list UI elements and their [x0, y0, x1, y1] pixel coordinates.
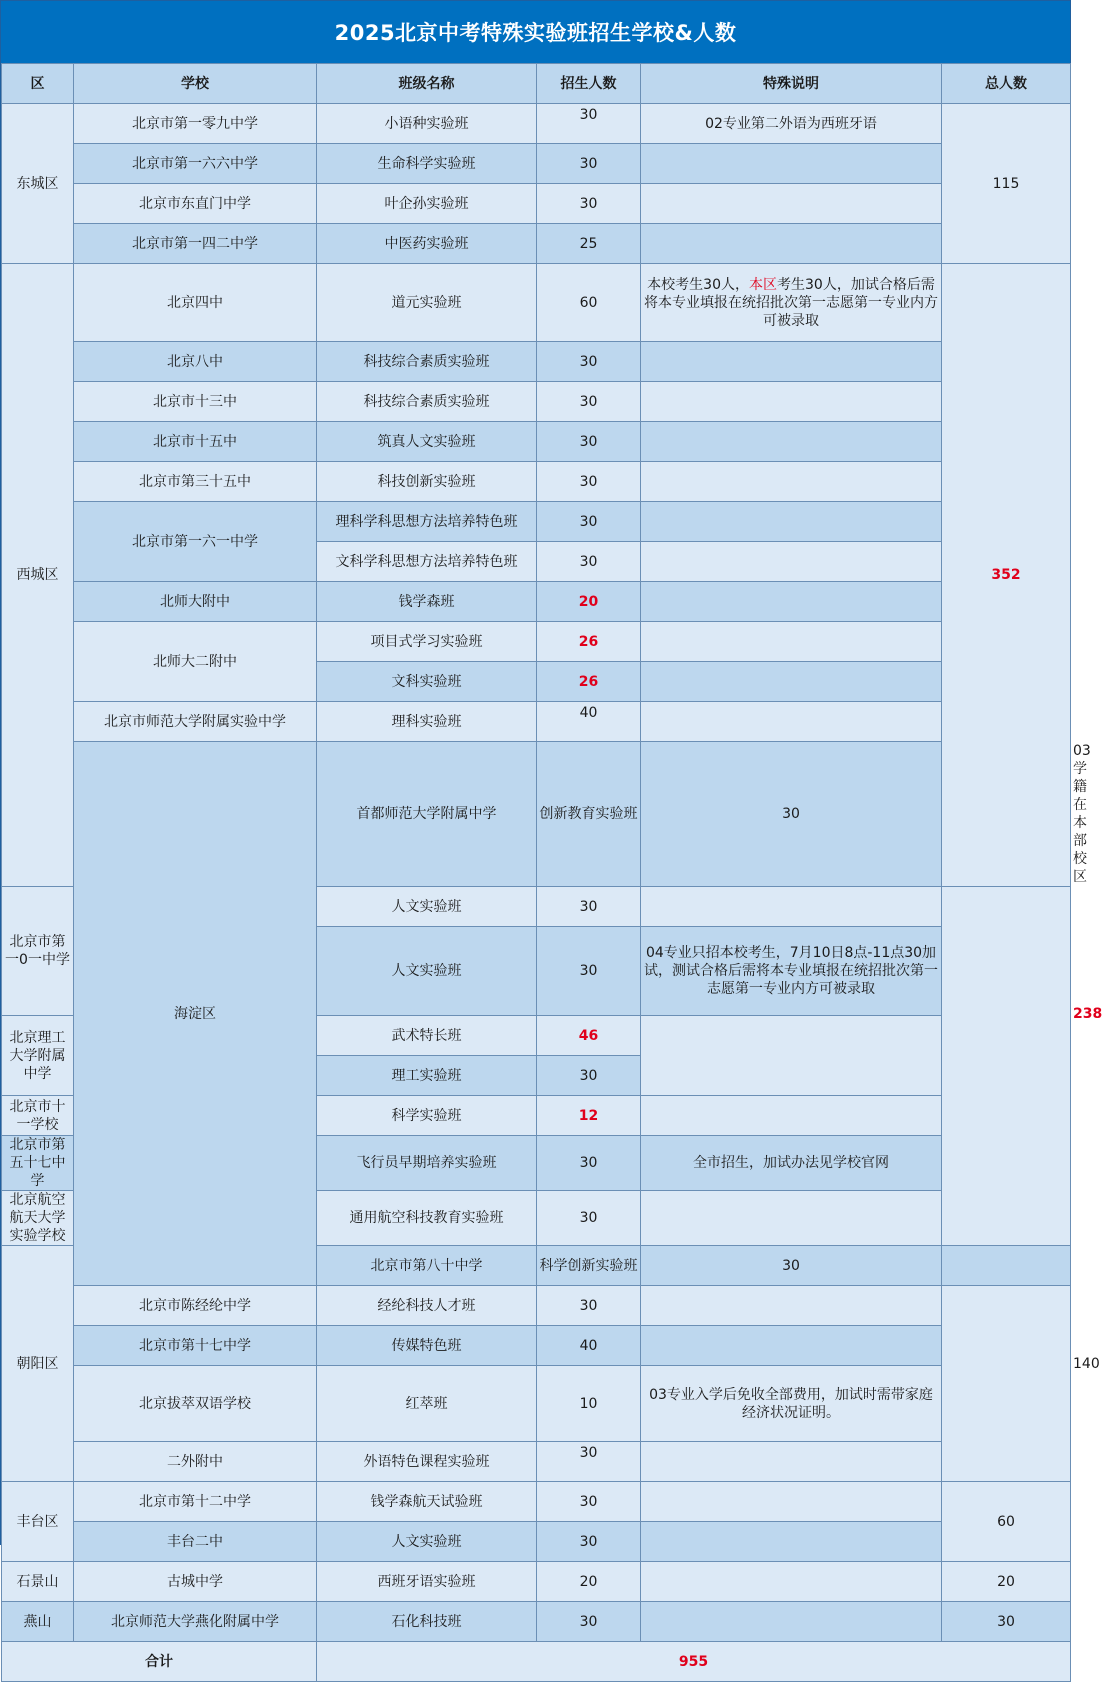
school-cell: 北京师范大学燕化附属中学: [74, 1602, 317, 1642]
quota-cell: 30: [537, 1522, 641, 1562]
note-cell: [641, 702, 942, 742]
note-cell: [641, 462, 942, 502]
note-highlight: 本区: [749, 276, 777, 293]
class-cell: 武术特长班: [317, 1016, 537, 1056]
district-cell: 石景山: [2, 1562, 74, 1602]
class-cell: 中医药实验班: [317, 224, 537, 264]
district-total-cell: 60: [942, 1482, 1071, 1562]
quota-cell: 40: [537, 1326, 641, 1366]
note-cell: [641, 1096, 942, 1136]
quota-cell: 30: [537, 382, 641, 422]
table-row: [2, 1522, 1071, 1562]
table-row: [2, 502, 1071, 542]
quota-cell: 30: [537, 104, 641, 144]
school-cell: 北师大二附中: [74, 622, 317, 702]
quota-cell: 10: [537, 1366, 641, 1442]
header-total: 总人数: [942, 64, 1071, 104]
school-cell: 二外附中: [74, 1442, 317, 1482]
class-cell: 人文实验班: [317, 887, 537, 927]
note-cell: [641, 662, 942, 702]
header-class-name: 班级名称: [317, 64, 537, 104]
class-cell: 人文实验班: [317, 1522, 537, 1562]
school-cell: 首都师范大学附属中学: [317, 742, 537, 887]
class-cell: 文科实验班: [317, 662, 537, 702]
school-cell: 北京市第五十七中学: [2, 1136, 74, 1191]
table-row: [2, 462, 1071, 502]
school-cell: 北京市第十二中学: [74, 1482, 317, 1522]
school-cell: 北京市第一0一中学: [2, 887, 74, 1016]
table-row: [2, 1442, 1071, 1482]
school-cell: 北京航空航天大学实验学校: [2, 1191, 74, 1246]
quota-cell: 30: [537, 1136, 641, 1191]
class-cell: 项目式学习实验班: [317, 622, 537, 662]
class-cell: 通用航空科技教育实验班: [317, 1191, 537, 1246]
school-cell: 北京市师范大学附属实验中学: [74, 702, 317, 742]
quota-cell: 25: [537, 224, 641, 264]
class-cell: 理科实验班: [317, 702, 537, 742]
quota-cell: 26: [537, 662, 641, 702]
quota-cell: 30: [537, 1602, 641, 1642]
class-cell: 西班牙语实验班: [317, 1562, 537, 1602]
quota-cell: 30: [537, 1056, 641, 1096]
district-cell: 西城区: [2, 264, 74, 887]
class-cell: 科学创新实验班: [537, 1246, 641, 1286]
quota-cell: 30: [537, 887, 641, 927]
class-cell: 创新教育实验班: [537, 742, 641, 887]
table-row: [2, 422, 1071, 462]
note-cell: 04专业只招本校考生，7月10日8点-11点30加试，测试合格后需将本专业填报在统招批次第一志愿第一专业内方可被录取: [641, 927, 942, 1016]
class-cell: 经纶科技人才班: [317, 1286, 537, 1326]
class-cell: 道元实验班: [317, 264, 537, 342]
class-cell: 科技综合素质实验班: [317, 382, 537, 422]
table-row: [2, 1286, 1071, 1326]
table-row: [2, 1562, 1071, 1602]
district-total-cell: 352: [942, 264, 1071, 887]
quota-cell: 20: [537, 1562, 641, 1602]
class-cell: 钱学森航天试验班: [317, 1482, 537, 1522]
grand-total-value: 955: [317, 1642, 1071, 1682]
class-cell: 理工实验班: [317, 1056, 537, 1096]
note-cell: [641, 887, 942, 927]
school-cell: 古城中学: [74, 1562, 317, 1602]
table-row: [2, 582, 1071, 622]
district-cell: 朝阳区: [2, 1246, 74, 1482]
note-text: 考生30人，加试合格后需将本专业填报在统招批次第一志愿第一专业内方可被录取: [644, 276, 938, 329]
note-cell: [641, 422, 942, 462]
table-row: [2, 1366, 1071, 1442]
note-cell: [641, 1016, 942, 1096]
class-cell: 文科学科思想方法培养特色班: [317, 542, 537, 582]
school-cell: 丰台二中: [74, 1522, 317, 1562]
note-cell: [641, 1562, 942, 1602]
table-row: [2, 382, 1071, 422]
note-cell: [641, 382, 942, 422]
district-cell: 东城区: [2, 104, 74, 264]
school-cell: 北京市第十七中学: [74, 1326, 317, 1366]
note-cell: [641, 582, 942, 622]
note-cell: [641, 342, 942, 382]
header-school: 学校: [74, 64, 317, 104]
quota-cell: 12: [537, 1096, 641, 1136]
school-cell: 北京拔萃双语学校: [74, 1366, 317, 1442]
note-cell: 02专业第二外语为西班牙语: [641, 104, 942, 144]
school-cell: 北京理工大学附属中学: [2, 1016, 74, 1096]
note-cell: [641, 184, 942, 224]
school-cell: 北京四中: [74, 264, 317, 342]
school-cell: 北京市第一六一中学: [74, 502, 317, 582]
grand-total-label: 合计: [2, 1642, 317, 1682]
class-cell: 石化科技班: [317, 1602, 537, 1642]
class-cell: 生命科学实验班: [317, 144, 537, 184]
school-cell: 北京市第一六六中学: [74, 144, 317, 184]
table-row: [2, 144, 1071, 184]
header-district: 区: [2, 64, 74, 104]
school-cell: 北京市第一四二中学: [74, 224, 317, 264]
grand-total-row: [2, 1642, 1071, 1682]
school-cell: 北京市东直门中学: [74, 184, 317, 224]
table-row: [2, 622, 1071, 662]
class-cell: 人文实验班: [317, 927, 537, 1016]
note-cell: [641, 1191, 942, 1246]
quota-cell: 30: [537, 1286, 641, 1326]
table-row: [2, 1326, 1071, 1366]
table-row: [2, 1602, 1071, 1642]
note-cell: [641, 622, 942, 662]
class-cell: 理科学科思想方法培养特色班: [317, 502, 537, 542]
quota-cell: 30: [537, 462, 641, 502]
note-cell: [641, 1602, 942, 1642]
class-cell: 钱学森班: [317, 582, 537, 622]
table-row: [2, 104, 1071, 144]
quota-cell: 46: [537, 1016, 641, 1056]
table-row: [2, 342, 1071, 382]
header-notes: 特殊说明: [641, 64, 942, 104]
table-row: 海淀区 首都师范大学附属中学 创新教育实验班 30 03学籍在本部校区 238: [2, 742, 1071, 887]
note-cell: [641, 502, 942, 542]
class-cell: 小语种实验班: [317, 104, 537, 144]
quota-cell: 30: [537, 144, 641, 184]
table-row: [2, 224, 1071, 264]
note-cell: 03专业入学后免收全部费用，加试时需带家庭经济状况证明。: [641, 1366, 942, 1442]
note-cell: [641, 224, 942, 264]
school-cell: 北京市十三中: [74, 382, 317, 422]
quota-cell: 30: [537, 1482, 641, 1522]
class-cell: 飞行员早期培养实验班: [317, 1136, 537, 1191]
quota-cell: 30: [537, 342, 641, 382]
quota-cell: 30: [537, 542, 641, 582]
note-cell: [641, 1522, 942, 1562]
class-cell: 科技综合素质实验班: [317, 342, 537, 382]
table-row: 朝阳区 北京市第八十中学 科学创新实验班 30 140: [2, 1246, 1071, 1286]
note-cell: [641, 264, 942, 342]
header-quota: 招生人数: [537, 64, 641, 104]
note-text: 本校考生30人，: [647, 276, 749, 293]
school-cell: 北师大附中: [74, 582, 317, 622]
note-cell: [641, 1286, 942, 1326]
school-cell: 北京市十一学校: [2, 1096, 74, 1136]
note-cell: 全市招生，加试办法见学校官网: [641, 1136, 942, 1191]
class-cell: 叶企孙实验班: [317, 184, 537, 224]
quota-cell: 40: [537, 702, 641, 742]
quota-cell: 30: [537, 422, 641, 462]
school-cell: 北京市第八十中学: [317, 1246, 537, 1286]
class-cell: 外语特色课程实验班: [317, 1442, 537, 1482]
district-total-cell: 30: [942, 1602, 1071, 1642]
quota-cell: 20: [537, 582, 641, 622]
table-row: [2, 184, 1071, 224]
quota-cell: 30: [537, 1442, 641, 1482]
class-cell: 科技创新实验班: [317, 462, 537, 502]
district-total-cell: 115: [942, 104, 1071, 264]
table-row: [2, 1482, 1071, 1522]
table-header-row: [2, 64, 1071, 104]
quota-cell: 30: [537, 184, 641, 224]
class-cell: 红萃班: [317, 1366, 537, 1442]
note-cell: [641, 144, 942, 184]
note-cell: [641, 542, 942, 582]
school-cell: 北京市陈经纶中学: [74, 1286, 317, 1326]
table-row: [2, 264, 1071, 342]
quota-cell: 30: [641, 742, 942, 887]
district-cell: 海淀区: [74, 742, 317, 1286]
quota-cell: 30: [537, 927, 641, 1016]
district-cell: 燕山: [2, 1602, 74, 1642]
school-cell: 北京市十五中: [74, 422, 317, 462]
school-cell: 北京八中: [74, 342, 317, 382]
quota-cell: 30: [641, 1246, 942, 1286]
note-cell: [641, 1442, 942, 1482]
note-cell: [641, 1326, 942, 1366]
quota-cell: 30: [537, 1191, 641, 1246]
enrollment-table: [1, 63, 1102, 1682]
quota-cell: 60: [537, 264, 641, 342]
quota-cell: 26: [537, 622, 641, 662]
page-title: 2025北京中考特殊实验班招生学校&人数: [1, 1, 1070, 63]
district-cell: 丰台区: [2, 1482, 74, 1562]
table-row: [2, 702, 1071, 742]
class-cell: 科学实验班: [317, 1096, 537, 1136]
class-cell: 传媒特色班: [317, 1326, 537, 1366]
class-cell: 筑真人文实验班: [317, 422, 537, 462]
school-cell: 北京市第三十五中: [74, 462, 317, 502]
note-cell: [942, 1246, 1071, 1286]
quota-cell: 30: [537, 502, 641, 542]
note-cell: [641, 1482, 942, 1522]
school-cell: 北京市第一零九中学: [74, 104, 317, 144]
district-total-cell: 20: [942, 1562, 1071, 1602]
